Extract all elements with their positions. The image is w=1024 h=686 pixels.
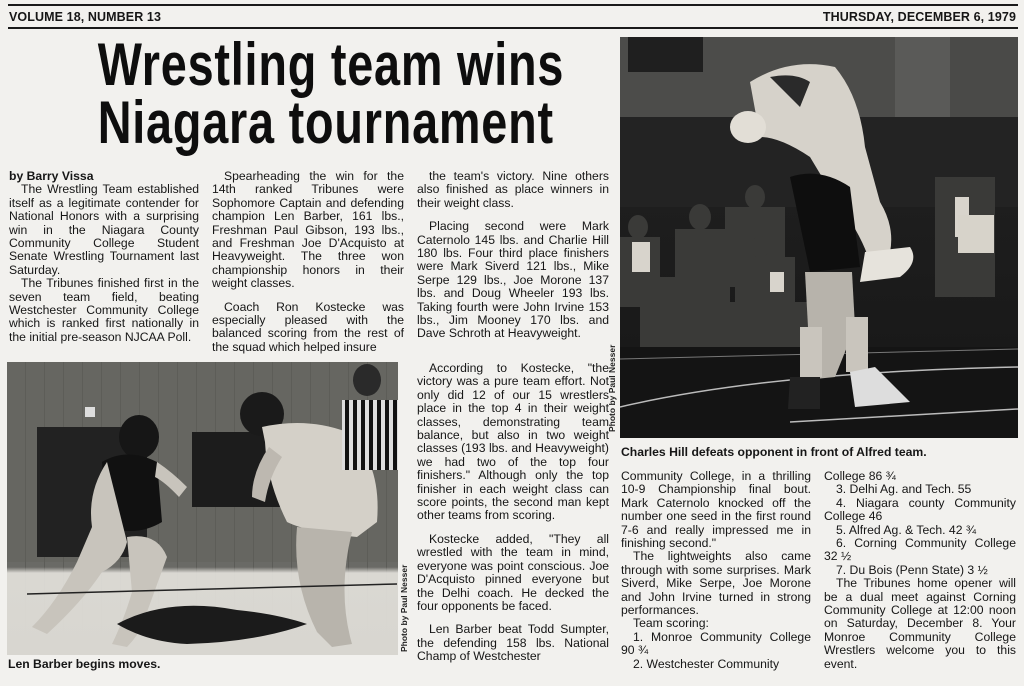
score-item-6: 6. Corning Community College 32 ½ [824,536,1016,564]
paragraph: Community College, in a thrilling 10-9 Championship final bout. Mark Caternolo knocked off the number one seed in the first round 7-6 and really impressed me in finishing second." [621,469,811,551]
paragraph: The Tribunes finished first in the seven team field, beating Westchester Community College which is ranked first nationally in the initial pre-season NJCAA Poll. [9,276,199,344]
photo-caption-right: Charles Hill defeats opponent in front of Alfred team. [621,445,927,459]
byline: by Barry Vissa [9,169,94,183]
headline-line-1: Wrestling team wins [97,31,565,98]
paragraph: Kostecke added, "They all wrestled with the team in mind, everyone was point conscious. Joe D'Acquisto pinned everyone but the Delhi coach. He decked the four opponents be faced. [417,531,609,613]
headline-line-2: Niagara tournament [97,89,554,156]
paragraph: Placing second were Mark Caternolo 145 lbs. and Charlie Hill 180 lbs. Four third place finishers were Mark Siverd 121 lbs., Mike Serpe 129 lbs., Joe Morone 137 lbs. and Doug Wheeler 193 lbs. Taking fourth were John Irvine 153 lbs., Jim Mooney 170 lbs. and Dave Schroth at Heavyweight. [417,219,609,341]
score-item-7: 7. Du Bois (Penn State) 3 ½ [836,562,988,577]
masthead-rule [8,27,1018,29]
paragraph: The Tribunes home opener will be a dual meet against Corning Community College at 12:00 noon on Saturday, December 8. Your Monroe Community College Wrestlers welcome you to this event. [824,576,1016,671]
paragraph: The lightweights also came through with some surprises. Mark Siverd, Mike Serpe, Joe Morone and John Irvine turned in strong performances. [621,549,811,618]
top-rule [8,4,1018,6]
paragraph: The Wrestling Team established itself as a legitimate contender for National Honors with a surprising win in the Niagara County Community College Student Senate Wrestling Tournament last Saturday. [9,182,199,277]
score-item-5: 5. Alfred Ag. & Tech. 42 ¾ [836,522,977,537]
article-column-3 [417,170,609,341]
paragraph: According to Kostecke, "the victory was a pure team effort. Not only did 12 of our 15 wrestlers place in the top 4 in their weight classes, demonstrating team balance, but also in two weight classes (193 lbs. and Heavyweight) we had two of the top four finishers." Although only the top finisher in each weight class can score points, the second man kept other teams from scoring. [417,361,609,523]
score-item-1: 1. Monroe Community College 90 ¾ [621,629,811,658]
article-column-4 [621,470,811,671]
score-item-2-continued: College 86 ¾ [824,469,896,483]
photo-credit-left: Photo by Paul Nesser [399,564,409,652]
volume-number: VOLUME 18, NUMBER 13 [9,10,162,24]
score-item-2: 2. Westchester Community [633,656,780,671]
article-column-2 [212,170,404,354]
article-column-5 [824,470,1016,671]
photo-caption-left: Len Barber begins moves. [8,657,161,671]
paragraph: Coach Ron Kostecke was especially pleased with the balanced scoring from the rest of the squad which helped insure [212,299,404,354]
photo-credit-right: Photo by Paul Nesser [607,344,617,432]
wrestling-photo-image [7,362,398,655]
article-column-1 [9,170,199,344]
photo-len-barber [7,362,398,655]
score-item-4: 4. Niagara county Community College 46 [824,495,1016,524]
paragraph: the team's victory. Nine others also finished as place winners in their weight class. [417,169,609,210]
headline [97,31,565,156]
photo-charles-hill [620,37,1018,438]
wrestling-photo-image [620,37,1018,438]
score-item-3: 3. Delhi Ag. and Tech. 55 [836,482,972,497]
issue-date: THURSDAY, DECEMBER 6, 1979 [822,10,1016,24]
paragraph: Len Barber beat Todd Sumpter, the defending 158 lbs. National Champ of Westchester [417,622,609,664]
paragraph: Spearheading the win for the 14th ranked Tribunes were Sophomore Captain and defending champion Len Barber, 161 lbs., Freshman Paul Gibson, 193 lbs., and Freshman Joe D'Acquisto at Heavyweight. The three won championship honors in their weight classes. [212,169,404,291]
team-scoring-label: Team scoring: [633,616,709,631]
article-column-3-continued [417,362,609,664]
